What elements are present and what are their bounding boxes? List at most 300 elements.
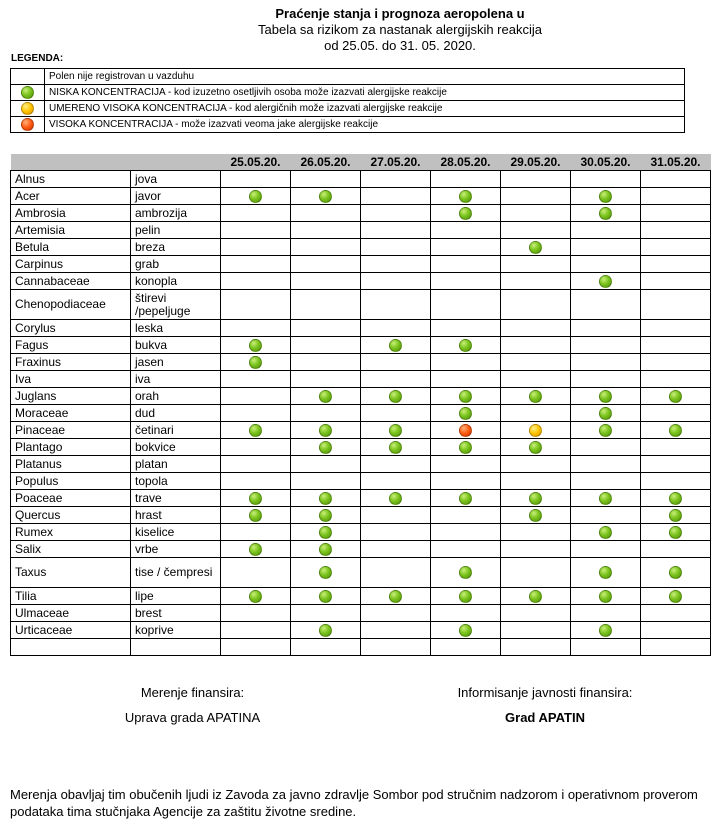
concentration-cell — [291, 222, 361, 239]
legend-row — [11, 117, 685, 133]
concentration-cell — [361, 490, 431, 507]
concentration-cell — [571, 290, 641, 320]
concentration-cell — [571, 541, 641, 558]
concentration-cell — [431, 605, 501, 622]
concentration-cell — [571, 256, 641, 273]
low-concentration-dot-icon — [459, 407, 472, 420]
concentration-cell — [571, 354, 641, 371]
concentration-cell — [431, 290, 501, 320]
table-row — [11, 422, 711, 439]
footer-note: Merenja obavljaj tim obučenih ljudi iz Zavoda za javno zdravlje Sombor pod stručnim nadzorom i operativnom proverom podataka tima stučnjaka Agencije za zaštitu životne sredine. — [10, 787, 698, 819]
concentration-cell — [291, 524, 361, 541]
table-row — [11, 388, 711, 405]
low-concentration-dot-icon — [459, 190, 472, 203]
latin-name: Cannabaceae — [11, 273, 131, 290]
concentration-cell — [291, 439, 361, 456]
low-concentration-dot-icon — [529, 241, 542, 254]
latin-name: Betula — [11, 239, 131, 256]
concentration-cell — [361, 320, 431, 337]
table-row — [11, 354, 711, 371]
concentration-cell — [641, 541, 711, 558]
measurement-financing-label: Merenje finansira: — [140, 685, 245, 700]
concentration-cell — [501, 622, 571, 639]
low-concentration-dot-icon — [599, 424, 612, 437]
concentration-cell — [221, 405, 291, 422]
concentration-cell — [501, 388, 571, 405]
concentration-cell — [431, 541, 501, 558]
low-concentration-dot-icon — [669, 509, 682, 522]
low-concentration-dot-icon — [319, 543, 332, 556]
low-concentration-dot-icon — [319, 526, 332, 539]
low-concentration-dot-icon — [249, 190, 262, 203]
local-name: topola — [131, 473, 221, 490]
concentration-cell — [641, 256, 711, 273]
concentration-cell — [571, 371, 641, 388]
low-concentration-dot-icon — [319, 624, 332, 637]
empty-cell — [641, 639, 711, 656]
table-row — [11, 239, 711, 256]
concentration-cell — [221, 490, 291, 507]
low-concentration-dot-icon — [249, 424, 262, 437]
concentration-cell — [431, 405, 501, 422]
concentration-cell — [221, 541, 291, 558]
report-title: Praćenje stanja i prognoza aeropolena u — [275, 6, 525, 21]
concentration-cell — [291, 239, 361, 256]
latin-name: Carpinus — [11, 256, 131, 273]
concentration-cell — [291, 490, 361, 507]
low-concentration-dot-icon — [599, 190, 612, 203]
moderate-concentration-dot-icon — [529, 424, 542, 437]
concentration-cell — [361, 188, 431, 205]
concentration-cell — [571, 558, 641, 588]
high-concentration-dot-icon — [21, 118, 34, 131]
concentration-cell — [431, 473, 501, 490]
concentration-cell — [431, 490, 501, 507]
legend-symbol-cell — [11, 117, 45, 133]
concentration-cell — [361, 422, 431, 439]
low-concentration-dot-icon — [249, 509, 262, 522]
legend-row — [11, 69, 685, 85]
latin-name: Ambrosia — [11, 205, 131, 222]
concentration-cell — [431, 239, 501, 256]
concentration-cell — [641, 320, 711, 337]
table-row — [11, 205, 711, 222]
concentration-cell — [501, 422, 571, 439]
low-concentration-dot-icon — [459, 441, 472, 454]
concentration-cell — [501, 256, 571, 273]
local-name: grab — [131, 256, 221, 273]
low-concentration-dot-icon — [459, 492, 472, 505]
concentration-cell — [221, 388, 291, 405]
concentration-cell — [431, 456, 501, 473]
concentration-cell — [431, 171, 501, 188]
concentration-cell — [571, 239, 641, 256]
concentration-cell — [571, 588, 641, 605]
date-header-row — [11, 154, 711, 171]
low-concentration-dot-icon — [249, 339, 262, 352]
low-concentration-dot-icon — [389, 441, 402, 454]
local-name: jova — [131, 171, 221, 188]
local-name: ambrozija — [131, 205, 221, 222]
concentration-cell — [291, 422, 361, 439]
concentration-cell — [571, 222, 641, 239]
table-row — [11, 188, 711, 205]
pollen-table — [10, 154, 711, 656]
low-concentration-dot-icon — [249, 492, 262, 505]
local-name: bokvice — [131, 439, 221, 456]
concentration-cell — [431, 337, 501, 354]
low-concentration-dot-icon — [599, 492, 612, 505]
concentration-cell — [431, 422, 501, 439]
table-row — [11, 490, 711, 507]
local-name: iva — [131, 371, 221, 388]
concentration-cell — [571, 405, 641, 422]
concentration-cell — [641, 507, 711, 524]
low-concentration-dot-icon — [319, 441, 332, 454]
concentration-cell — [641, 524, 711, 541]
low-concentration-dot-icon — [319, 390, 332, 403]
legend-title: LEGENDA: — [11, 53, 64, 64]
concentration-cell — [501, 588, 571, 605]
concentration-cell — [431, 222, 501, 239]
concentration-cell — [501, 507, 571, 524]
concentration-cell — [641, 473, 711, 490]
legend-symbol-cell — [11, 69, 45, 85]
local-name: trave — [131, 490, 221, 507]
concentration-cell — [501, 524, 571, 541]
concentration-cell — [361, 622, 431, 639]
concentration-cell — [641, 558, 711, 588]
concentration-cell — [361, 439, 431, 456]
concentration-cell — [221, 188, 291, 205]
concentration-cell — [361, 290, 431, 320]
concentration-cell — [361, 405, 431, 422]
concentration-cell — [431, 205, 501, 222]
low-concentration-dot-icon — [529, 590, 542, 603]
concentration-cell — [361, 371, 431, 388]
low-concentration-dot-icon — [249, 543, 262, 556]
legend-row — [11, 85, 685, 101]
concentration-cell — [431, 188, 501, 205]
concentration-cell — [221, 371, 291, 388]
concentration-cell — [431, 388, 501, 405]
low-concentration-dot-icon — [599, 207, 612, 220]
legend-label: UMERENO VISOKA KONCENTRACIJA - kod alergičnih može izazvati alergijske reakcije — [45, 101, 685, 117]
concentration-cell — [361, 588, 431, 605]
concentration-cell — [221, 524, 291, 541]
legend-label: NISKA KONCENTRACIJA - kod izuzetno osetljivih osoba može izazvati alergijske reakcije — [45, 85, 685, 101]
report-period: od 25.05. do 31. 05. 2020. — [324, 38, 476, 53]
concentration-cell — [641, 588, 711, 605]
latin-name: Pinaceae — [11, 422, 131, 439]
concentration-cell — [641, 388, 711, 405]
local-name: tise / čempresi — [131, 558, 221, 588]
concentration-cell — [291, 320, 361, 337]
concentration-cell — [571, 490, 641, 507]
date-header: 31.05.20. — [641, 154, 711, 171]
concentration-cell — [291, 188, 361, 205]
concentration-cell — [571, 273, 641, 290]
concentration-cell — [291, 558, 361, 588]
empty-cell — [11, 639, 131, 656]
empty-cell — [131, 639, 221, 656]
concentration-cell — [641, 171, 711, 188]
legend-label: VISOKA KONCENTRACIJA - može izazvati veoma jake alergijske reakcije — [45, 117, 685, 133]
concentration-cell — [291, 290, 361, 320]
latin-name: Fraxinus — [11, 354, 131, 371]
date-header: 27.05.20. — [361, 154, 431, 171]
concentration-cell — [571, 473, 641, 490]
low-concentration-dot-icon — [669, 526, 682, 539]
concentration-cell — [291, 405, 361, 422]
concentration-cell — [501, 239, 571, 256]
low-concentration-dot-icon — [459, 590, 472, 603]
low-concentration-dot-icon — [319, 566, 332, 579]
concentration-cell — [641, 290, 711, 320]
concentration-cell — [571, 622, 641, 639]
concentration-cell — [291, 541, 361, 558]
empty-cell — [431, 639, 501, 656]
concentration-cell — [571, 188, 641, 205]
table-row — [11, 337, 711, 354]
date-header: 29.05.20. — [501, 154, 571, 171]
low-concentration-dot-icon — [599, 390, 612, 403]
latin-name: Salix — [11, 541, 131, 558]
latin-name: Populus — [11, 473, 131, 490]
concentration-cell — [291, 588, 361, 605]
table-row — [11, 273, 711, 290]
report-header — [180, 6, 620, 54]
legend-row — [11, 101, 685, 117]
concentration-cell — [361, 388, 431, 405]
concentration-cell — [501, 558, 571, 588]
concentration-cell — [641, 456, 711, 473]
empty-cell — [221, 639, 291, 656]
concentration-cell — [641, 205, 711, 222]
concentration-cell — [291, 507, 361, 524]
latin-name: Ulmaceae — [11, 605, 131, 622]
concentration-cell — [501, 337, 571, 354]
concentration-cell — [221, 337, 291, 354]
concentration-cell — [571, 337, 641, 354]
concentration-cell — [291, 605, 361, 622]
concentration-cell — [641, 605, 711, 622]
concentration-cell — [361, 354, 431, 371]
table-row — [11, 473, 711, 490]
low-concentration-dot-icon — [389, 390, 402, 403]
local-name: lipe — [131, 588, 221, 605]
low-concentration-dot-icon — [249, 590, 262, 603]
concentration-cell — [291, 256, 361, 273]
low-concentration-dot-icon — [599, 590, 612, 603]
concentration-cell — [221, 507, 291, 524]
concentration-cell — [361, 256, 431, 273]
low-concentration-dot-icon — [669, 492, 682, 505]
concentration-cell — [431, 622, 501, 639]
low-concentration-dot-icon — [319, 424, 332, 437]
concentration-cell — [571, 605, 641, 622]
concentration-cell — [571, 507, 641, 524]
empty-cell — [571, 639, 641, 656]
latin-name: Poaceae — [11, 490, 131, 507]
latin-name: Corylus — [11, 320, 131, 337]
local-name: jasen — [131, 354, 221, 371]
local-name: leska — [131, 320, 221, 337]
concentration-cell — [431, 320, 501, 337]
local-name: četinari — [131, 422, 221, 439]
concentration-cell — [571, 422, 641, 439]
concentration-cell — [291, 354, 361, 371]
info-financing-value: Grad APATIN — [505, 710, 585, 725]
low-concentration-dot-icon — [529, 509, 542, 522]
low-concentration-dot-icon — [529, 492, 542, 505]
concentration-cell — [221, 588, 291, 605]
concentration-cell — [361, 558, 431, 588]
concentration-cell — [501, 320, 571, 337]
concentration-cell — [361, 541, 431, 558]
concentration-cell — [221, 273, 291, 290]
local-name: koprive — [131, 622, 221, 639]
concentration-cell — [291, 456, 361, 473]
low-concentration-dot-icon — [459, 624, 472, 637]
concentration-cell — [221, 171, 291, 188]
latin-name: Rumex — [11, 524, 131, 541]
concentration-cell — [571, 171, 641, 188]
low-concentration-dot-icon — [389, 492, 402, 505]
local-name: vrbe — [131, 541, 221, 558]
low-concentration-dot-icon — [389, 339, 402, 352]
low-concentration-dot-icon — [599, 566, 612, 579]
table-row — [11, 588, 711, 605]
concentration-cell — [641, 239, 711, 256]
low-concentration-dot-icon — [669, 566, 682, 579]
date-header: 30.05.20. — [571, 154, 641, 171]
concentration-cell — [501, 222, 571, 239]
local-name: hrast — [131, 507, 221, 524]
low-concentration-dot-icon — [319, 190, 332, 203]
local-name: brest — [131, 605, 221, 622]
table-row — [11, 605, 711, 622]
low-concentration-dot-icon — [319, 492, 332, 505]
concentration-cell — [501, 405, 571, 422]
low-concentration-dot-icon — [459, 207, 472, 220]
concentration-cell — [221, 205, 291, 222]
table-row — [11, 439, 711, 456]
low-concentration-dot-icon — [599, 624, 612, 637]
concentration-cell — [501, 371, 571, 388]
low-concentration-dot-icon — [529, 441, 542, 454]
latin-name: Tilia — [11, 588, 131, 605]
legend-symbol-cell — [11, 101, 45, 117]
header-blank-local — [131, 154, 221, 171]
concentration-cell — [571, 205, 641, 222]
local-name: kiselice — [131, 524, 221, 541]
low-concentration-dot-icon — [599, 407, 612, 420]
concentration-cell — [291, 273, 361, 290]
concentration-cell — [431, 588, 501, 605]
concentration-cell — [431, 439, 501, 456]
concentration-cell — [221, 622, 291, 639]
concentration-cell — [361, 456, 431, 473]
latin-name: Juglans — [11, 388, 131, 405]
concentration-cell — [501, 605, 571, 622]
concentration-cell — [431, 354, 501, 371]
latin-name: Artemisia — [11, 222, 131, 239]
low-concentration-dot-icon — [599, 526, 612, 539]
concentration-cell — [641, 354, 711, 371]
low-concentration-dot-icon — [249, 356, 262, 369]
latin-name: Fagus — [11, 337, 131, 354]
concentration-cell — [361, 337, 431, 354]
concentration-cell — [571, 439, 641, 456]
local-name: javor — [131, 188, 221, 205]
table-row — [11, 524, 711, 541]
latin-name: Acer — [11, 188, 131, 205]
low-concentration-dot-icon — [389, 424, 402, 437]
concentration-cell — [291, 473, 361, 490]
info-financing-label: Informisanje javnosti finansira: — [457, 685, 633, 700]
concentration-cell — [361, 222, 431, 239]
report-subtitle: Tabela sa rizikom za nastanak alergijskih reakcija — [258, 22, 542, 37]
concentration-cell — [221, 473, 291, 490]
concentration-cell — [641, 273, 711, 290]
local-name: breza — [131, 239, 221, 256]
concentration-cell — [571, 456, 641, 473]
concentration-cell — [291, 337, 361, 354]
low-concentration-dot-icon — [459, 339, 472, 352]
concentration-cell — [221, 354, 291, 371]
concentration-cell — [641, 439, 711, 456]
low-concentration-dot-icon — [389, 590, 402, 603]
measurement-financing-value: Uprava grada APATINA — [124, 710, 261, 725]
local-name: bukva — [131, 337, 221, 354]
concentration-cell — [361, 239, 431, 256]
local-name: pelin — [131, 222, 221, 239]
concentration-cell — [431, 273, 501, 290]
table-row — [11, 290, 711, 320]
concentration-cell — [361, 205, 431, 222]
empty-cell — [291, 639, 361, 656]
concentration-cell — [641, 405, 711, 422]
empty-cell — [361, 639, 431, 656]
moderate-concentration-dot-icon — [21, 102, 34, 115]
concentration-cell — [431, 524, 501, 541]
concentration-cell — [221, 239, 291, 256]
latin-name: Urticaceae — [11, 622, 131, 639]
table-row — [11, 222, 711, 239]
table-row — [11, 320, 711, 337]
latin-name: Plantago — [11, 439, 131, 456]
latin-name: Chenopodiaceae — [11, 290, 131, 320]
high-concentration-dot-icon — [459, 424, 472, 437]
concentration-cell — [361, 273, 431, 290]
concentration-cell — [431, 558, 501, 588]
concentration-cell — [501, 473, 571, 490]
date-header: 25.05.20. — [221, 154, 291, 171]
concentration-cell — [501, 290, 571, 320]
low-concentration-dot-icon — [459, 390, 472, 403]
concentration-cell — [501, 439, 571, 456]
latin-name: Alnus — [11, 171, 131, 188]
concentration-cell — [641, 188, 711, 205]
date-header: 28.05.20. — [431, 154, 501, 171]
local-name: konopla — [131, 273, 221, 290]
concentration-cell — [501, 188, 571, 205]
low-concentration-dot-icon — [459, 566, 472, 579]
concentration-cell — [501, 541, 571, 558]
low-concentration-dot-icon — [669, 424, 682, 437]
concentration-cell — [221, 439, 291, 456]
